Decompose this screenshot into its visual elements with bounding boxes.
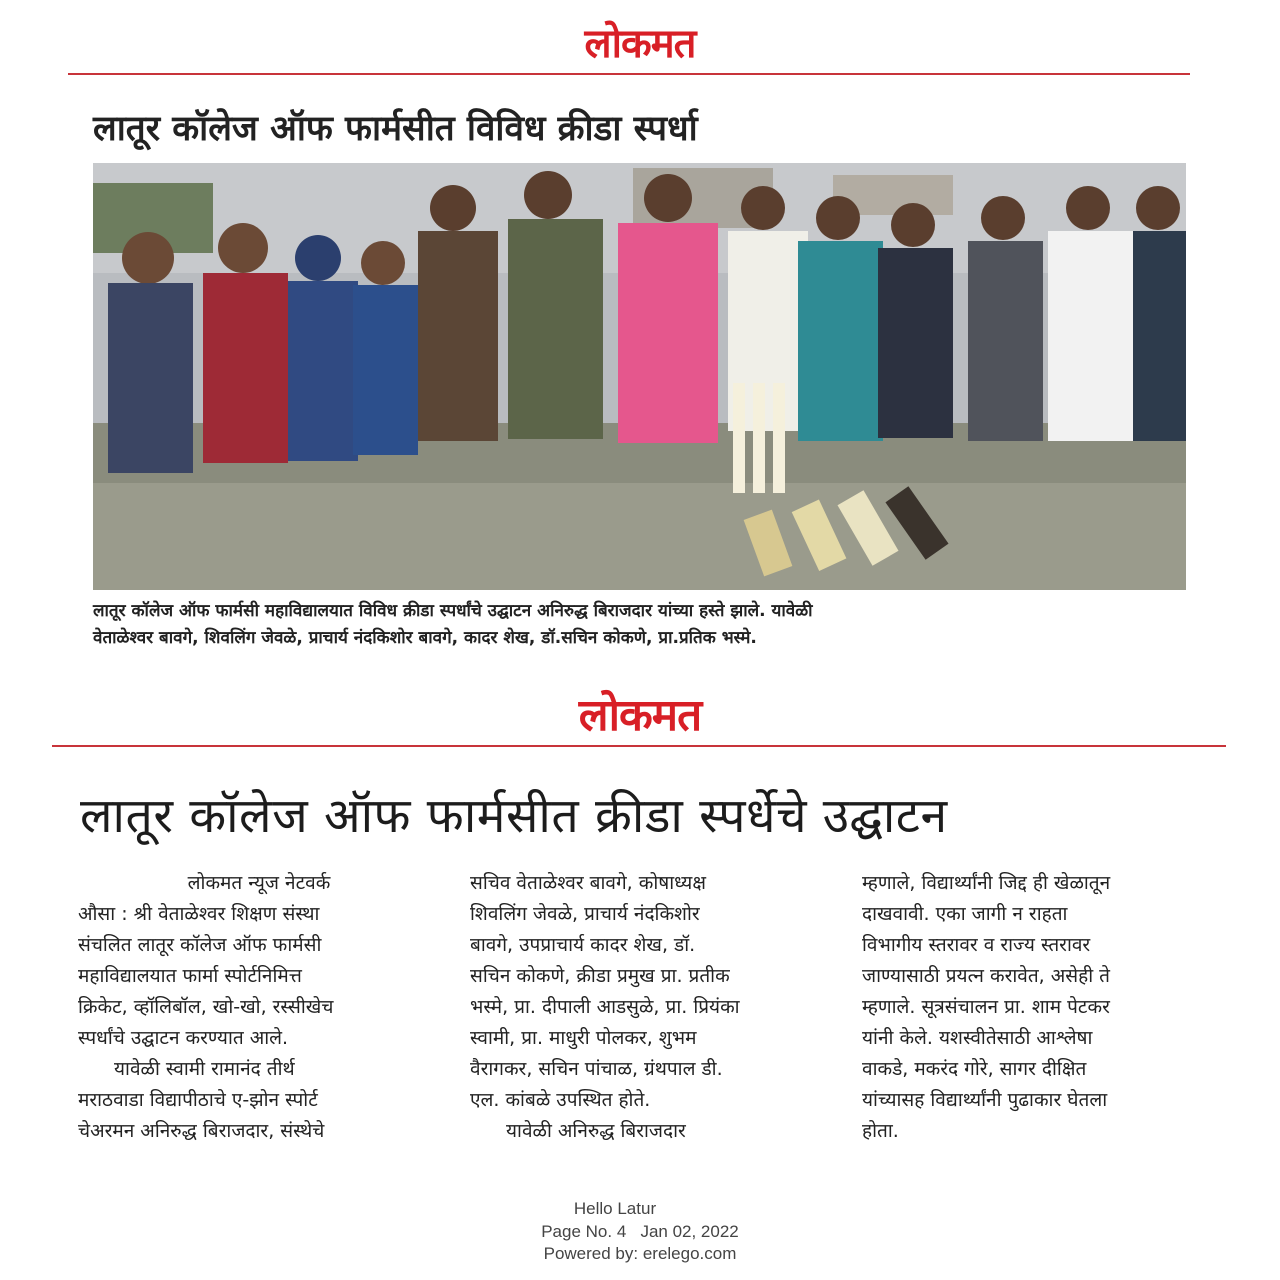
lokmat-masthead-bottom: लोकमत bbox=[578, 690, 702, 741]
masthead-rule-bottom bbox=[52, 745, 1226, 747]
article-column-2 bbox=[470, 868, 832, 1147]
article-line: विभागीय स्तरावर व राज्य स्तरावर bbox=[862, 934, 1091, 956]
article-column-1 bbox=[78, 868, 440, 1147]
article-line: होता. bbox=[862, 1120, 899, 1142]
footer-page-date: Page No. 4 Jan 02, 2022 bbox=[541, 1222, 739, 1241]
article-line: मराठवाडा विद्यापीठाचे ए-झोन स्पोर्ट bbox=[78, 1089, 318, 1111]
lokmat-masthead-top: लोकमत bbox=[584, 21, 696, 67]
article-line: क्रिकेट, व्हॉलिबॉल, खो-खो, रस्सीखेच bbox=[78, 996, 334, 1018]
article-line: स्पर्धांचे उद्घाटन करण्यात आले. bbox=[78, 1027, 289, 1049]
article-column-3 bbox=[862, 868, 1222, 1147]
article-line: संचलित लातूर कॉलेज ऑफ फार्मसी bbox=[78, 934, 322, 956]
article-line: एल. कांबळे उपस्थित होते. bbox=[470, 1089, 651, 1111]
caption-line: लातूर कॉलेज ऑफ फार्मसी महाविद्यालयात विविध क्रीडा स्पर्धांचे उद्घाटन अनिरुद्ध बिराजदार यांच्या हस्ते झाले. यावेळी bbox=[93, 601, 813, 621]
article-line: यावेळी स्वामी रामानंद तीर्थ bbox=[114, 1058, 295, 1080]
group-photo-illustration bbox=[93, 163, 1186, 590]
article-line: यावेळी अनिरुद्ध बिराजदार bbox=[506, 1120, 686, 1142]
footer-powered-by: Powered by: erelego.com bbox=[543, 1244, 737, 1263]
caption-line: वेताळेश्वर बावगे, शिवलिंग जेवळे, प्राचार्य नंदकिशोर बावगे, कादर शेख, डॉ.सचिन कोकणे, प्रा.प्रतिक भस्मे. bbox=[93, 628, 757, 648]
top-headline: लातूर कॉलेज ऑफ फार्मसीत विविध क्रीडा स्पर्धा bbox=[93, 109, 698, 149]
bottom-headline: लातूर कॉलेज ऑफ फार्मसीत क्रीडा स्पर्धेचे उद्घाटन bbox=[80, 788, 948, 844]
article-line: म्हणाले. सूत्रसंचालन प्रा. शाम पेटकर bbox=[862, 996, 1110, 1018]
photo-caption bbox=[93, 598, 1186, 652]
article-line: चेअरमन अनिरुद्ध बिराजदार, संस्थेचे bbox=[78, 1120, 325, 1142]
article-line: भस्मे, प्रा. दीपाली आडसुळे, प्रा. प्रियंका bbox=[470, 996, 740, 1018]
article-line: औसा : श्री वेताळेश्वर शिक्षण संस्था bbox=[78, 903, 320, 925]
article-line: महाविद्यालयात फार्मा स्पोर्टनिमित्त bbox=[78, 965, 302, 987]
article-line: सचिन कोकणे, क्रीडा प्रमुख प्रा. प्रतीक bbox=[470, 965, 730, 987]
article-line: वाकडे, मकरंद गोरे, सागर दीक्षित bbox=[862, 1058, 1087, 1080]
group-photo bbox=[93, 163, 1186, 590]
article-line: म्हणाले, विद्यार्थ्यांनी जिद्द ही खेळातून bbox=[862, 872, 1111, 894]
article-line: यांच्यासह विद्यार्थ्यांनी पुढाकार घेतला bbox=[862, 1089, 1108, 1111]
article-line: दाखवावी. एका जागी न राहता bbox=[862, 903, 1068, 925]
article-line: वैरागकर, सचिन पांचाळ, ग्रंथपाल डी. bbox=[470, 1058, 723, 1080]
article-line: शिवलिंग जेवळे, प्राचार्य नंदकिशोर bbox=[470, 903, 700, 925]
article-line: बावगे, उपप्राचार्य कादर शेख, डॉ. bbox=[470, 934, 696, 956]
article-line: जाण्यासाठी प्रयत्न करावेत, असेही ते bbox=[862, 965, 1110, 987]
article-line: यांनी केले. यशस्वीतेसाठी आश्लेषा bbox=[862, 1027, 1093, 1049]
masthead-rule-top bbox=[68, 73, 1190, 75]
article-line: स्वामी, प्रा. माधुरी पोलकर, शुभम bbox=[470, 1027, 697, 1049]
article-line: सचिव वेताळेश्वर बावगे, कोषाध्यक्ष bbox=[470, 872, 706, 894]
footer-source: Hello Latur bbox=[573, 1199, 657, 1218]
byline: लोकमत न्यूज नेटवर्क bbox=[187, 872, 331, 894]
